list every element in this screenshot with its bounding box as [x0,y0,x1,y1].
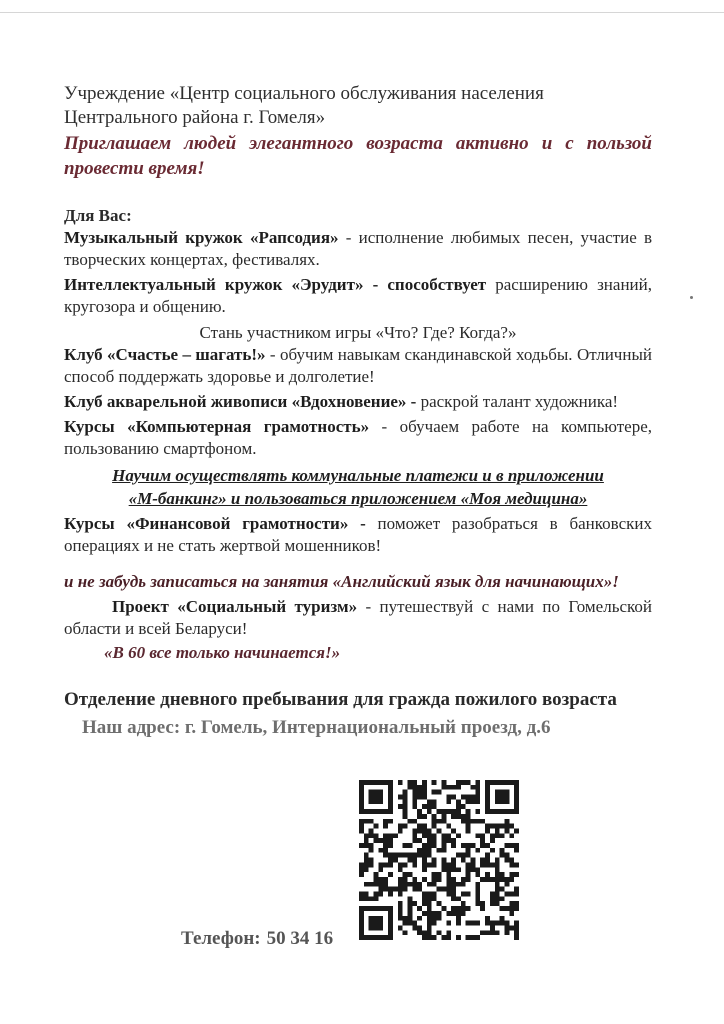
organization-name [64,82,652,130]
offer-rhapsody-desc: - исполнение любимых песен, участие в творческих концертах, фестивалях. [64,228,653,269]
offer-inspiration-desc: раскрой талант художника! [416,392,619,411]
offer-happiness-desc: - обучим навыкам скандинавской ходьбы. Отличный способ поддержать здоровье и долголетие! [64,345,652,386]
offer-erudit-desc: расширению знаний, кругозора и общению. [64,275,652,316]
qr-code[interactable] [359,780,519,940]
game-invitation: Стань участником игры «Что? Где? Когда?» [199,323,517,342]
phone [181,928,333,950]
for-you-heading: Для Вас: [64,206,132,225]
offer-computer-course [64,416,652,460]
banking-banner-line-2: «М-банкинг» и пользоваться приложением «Моя медицина» [128,489,588,508]
top-divider [0,12,724,13]
department-name: Отделение дневного пребывания для гражда пожилого возраста [64,689,617,710]
banking-banner [64,464,652,510]
offer-happiness-name: Клуб «Счастье – шагать!» [64,345,266,364]
offer-finance-desc: поможет разобраться в банковских операциях и не стать жертвой мошенников! [64,514,652,555]
offer-rhapsody [64,227,652,271]
offer-tourism-name: Проект «Социальный туризм» [112,597,358,616]
invitation-heading: Приглашаем людей элегантного возраста активно и с пользой провести время! [64,133,652,179]
offer-inspiration-name: Клуб акварельной живописи «Вдохновение» - [64,392,417,411]
offer-erudit [64,274,652,318]
offer-rhapsody-name: Музыкальный кружок «Рапсодия» [64,228,339,247]
scan-speck [690,296,693,299]
offer-tourism-desc: - путешествуй с нами по Гомельской области и всей Беларуси! [64,597,652,638]
offer-social-tourism [64,596,652,640]
slogan: «В 60 все только начинается!» [104,643,341,662]
offer-finance-name: Курсы «Финансовой грамотности» - [64,514,366,533]
phone-label: Телефон: [181,928,261,949]
banking-banner-line-1: Научим осуществлять коммунальные платежи и в приложении [112,466,604,485]
address: Наш адрес: г. Гомель, Интернациональный проезд, д.6 [82,717,551,738]
organization-line-2: Центрального района г. Гомеля» [64,107,326,128]
offer-finance-course [64,513,652,557]
offer-happiness-club [64,344,652,388]
english-course-note: и не забудь записаться на занятия «Английский язык для начинающих»! [64,572,619,591]
offer-inspiration-club [64,391,652,413]
phone-number[interactable]: 50 34 16 [266,928,334,949]
organization-line-1: Учреждение «Центр социального обслуживания населения [64,83,544,104]
offer-computer-desc: - обучаем работе на компьютере, пользованию смартфоном. [64,417,652,458]
offer-erudit-name: Интеллектуальный кружок «Эрудит» - способствует [64,275,487,294]
flyer-content [64,82,652,740]
offer-computer-name: Курсы «Компьютерная грамотность» [64,417,370,436]
